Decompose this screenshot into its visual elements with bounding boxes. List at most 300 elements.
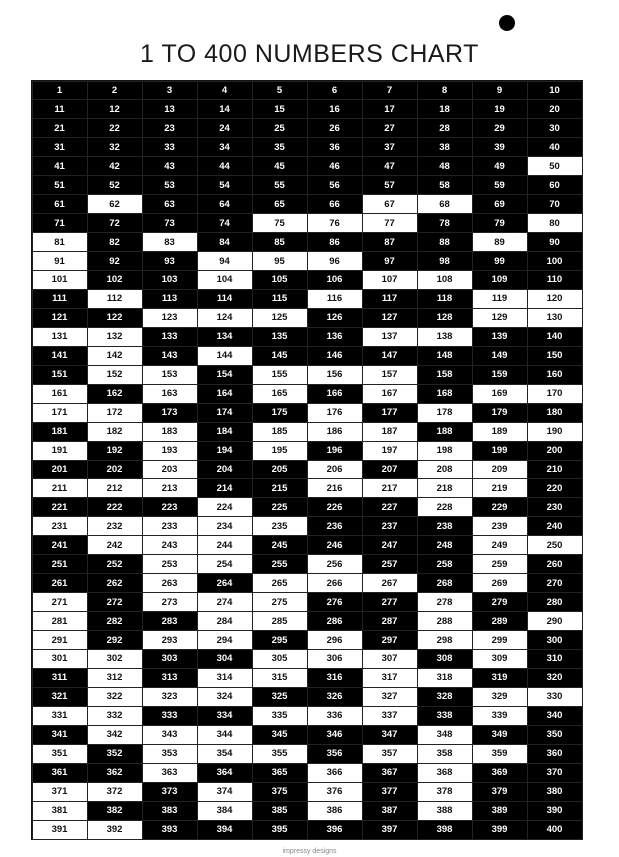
number-cell: 324 [197,687,253,707]
number-cell: 244 [197,535,253,555]
number-cell: 120 [527,289,583,309]
number-cell: 147 [362,346,418,366]
number-cell: 123 [142,308,198,328]
number-cell: 226 [307,497,363,517]
number-cell: 276 [307,592,363,612]
number-cell: 50 [527,156,583,176]
number-cell: 69 [472,194,528,214]
number-cell: 186 [307,422,363,442]
number-cell: 212 [87,478,143,498]
number-cell: 400 [527,820,583,840]
number-cell: 336 [307,706,363,726]
number-cell: 394 [197,820,253,840]
number-cell: 146 [307,346,363,366]
number-cell: 198 [417,441,473,461]
number-cell: 78 [417,213,473,233]
number-cell: 103 [142,270,198,290]
number-cell: 45 [252,156,308,176]
number-cell: 330 [527,687,583,707]
number-cell: 227 [362,497,418,517]
number-cell: 194 [197,441,253,461]
number-cell: 332 [87,706,143,726]
number-cell: 233 [142,516,198,536]
number-cell: 24 [197,118,253,138]
number-cell: 362 [87,763,143,783]
number-cell: 288 [417,611,473,631]
number-cell: 378 [417,782,473,802]
number-cell: 266 [307,573,363,593]
number-cell: 235 [252,516,308,536]
number-cell: 390 [527,801,583,821]
number-cell: 114 [197,289,253,309]
number-cell: 124 [197,308,253,328]
number-cell: 240 [527,516,583,536]
number-cell: 301 [32,649,88,669]
number-cell: 40 [527,137,583,157]
number-cell: 210 [527,460,583,480]
number-cell: 256 [307,554,363,574]
number-cell: 168 [417,384,473,404]
number-cell: 199 [472,441,528,461]
number-cell: 363 [142,763,198,783]
number-cell: 148 [417,346,473,366]
number-cell: 387 [362,801,418,821]
number-cell: 121 [32,308,88,328]
number-cell: 372 [87,782,143,802]
number-cell: 315 [252,668,308,688]
number-cell: 223 [142,497,198,517]
number-cell: 229 [472,497,528,517]
number-cell: 277 [362,592,418,612]
number-cell: 391 [32,820,88,840]
number-cell: 185 [252,422,308,442]
number-cell: 20 [527,99,583,119]
number-cell: 95 [252,251,308,271]
number-cell: 294 [197,630,253,650]
number-cell: 359 [472,744,528,764]
number-cell: 335 [252,706,308,726]
number-cell: 188 [417,422,473,442]
number-cell: 356 [307,744,363,764]
number-cell: 14 [197,99,253,119]
number-cell: 196 [307,441,363,461]
number-cell: 219 [472,478,528,498]
number-cell: 322 [87,687,143,707]
number-cell: 134 [197,327,253,347]
number-cell: 320 [527,668,583,688]
number-cell: 137 [362,327,418,347]
number-cell: 209 [472,460,528,480]
number-cell: 399 [472,820,528,840]
number-cell: 269 [472,573,528,593]
number-cell: 21 [32,118,88,138]
number-cell: 252 [87,554,143,574]
number-cell: 243 [142,535,198,555]
number-cell: 291 [32,630,88,650]
number-cell: 136 [307,327,363,347]
number-cell: 16 [307,99,363,119]
number-cell: 254 [197,554,253,574]
number-cell: 331 [32,706,88,726]
number-cell: 97 [362,251,418,271]
number-cell: 27 [362,118,418,138]
number-cell: 141 [32,346,88,366]
number-cell: 365 [252,763,308,783]
number-cell: 373 [142,782,198,802]
number-cell: 29 [472,118,528,138]
number-cell: 263 [142,573,198,593]
number-cell: 155 [252,365,308,385]
number-cell: 296 [307,630,363,650]
number-cell: 285 [252,611,308,631]
number-cell: 265 [252,573,308,593]
number-cell: 217 [362,478,418,498]
number-cell: 173 [142,403,198,423]
number-cell: 33 [142,137,198,157]
number-cell: 298 [417,630,473,650]
number-cell: 280 [527,592,583,612]
number-cell: 80 [527,213,583,233]
number-cell: 355 [252,744,308,764]
number-cell: 140 [527,327,583,347]
number-cell: 2 [87,81,143,101]
number-cell: 290 [527,611,583,631]
number-cell: 108 [417,270,473,290]
number-cell: 54 [197,175,253,195]
number-cell: 3 [142,81,198,101]
number-cell: 125 [252,308,308,328]
number-cell: 208 [417,460,473,480]
number-cell: 19 [472,99,528,119]
number-cell: 275 [252,592,308,612]
number-cell: 304 [197,649,253,669]
number-cell: 349 [472,725,528,745]
number-cell: 184 [197,422,253,442]
number-cell: 142 [87,346,143,366]
number-cell: 370 [527,763,583,783]
number-cell: 201 [32,460,88,480]
number-cell: 183 [142,422,198,442]
number-cell: 46 [307,156,363,176]
number-cell: 398 [417,820,473,840]
number-cell: 119 [472,289,528,309]
number-cell: 260 [527,554,583,574]
number-cell: 32 [87,137,143,157]
number-cell: 232 [87,516,143,536]
number-cell: 159 [472,365,528,385]
number-cell: 59 [472,175,528,195]
number-cell: 231 [32,516,88,536]
number-cell: 379 [472,782,528,802]
number-cell: 274 [197,592,253,612]
number-cell: 58 [417,175,473,195]
number-cell: 174 [197,403,253,423]
number-cell: 53 [142,175,198,195]
footer-credit: impressy designs [282,848,337,855]
number-cell: 9 [472,81,528,101]
number-cell: 162 [87,384,143,404]
number-cell: 261 [32,573,88,593]
number-cell: 368 [417,763,473,783]
number-cell: 326 [307,687,363,707]
number-cell: 116 [307,289,363,309]
number-cell: 187 [362,422,418,442]
number-cell: 352 [87,744,143,764]
number-cell: 66 [307,194,363,214]
number-cell: 389 [472,801,528,821]
number-cell: 281 [32,611,88,631]
number-cell: 350 [527,725,583,745]
number-cell: 154 [197,365,253,385]
number-cell: 132 [87,327,143,347]
number-cell: 382 [87,801,143,821]
number-cell: 37 [362,137,418,157]
number-cell: 360 [527,744,583,764]
number-cell: 251 [32,554,88,574]
number-cell: 167 [362,384,418,404]
number-cell: 170 [527,384,583,404]
number-cell: 175 [252,403,308,423]
number-cell: 30 [527,118,583,138]
number-cell: 5 [252,81,308,101]
number-cell: 203 [142,460,198,480]
number-cell: 306 [307,649,363,669]
number-cell: 17 [362,99,418,119]
number-cell: 376 [307,782,363,802]
number-cell: 295 [252,630,308,650]
number-cell: 73 [142,213,198,233]
number-cell: 348 [417,725,473,745]
number-cell: 247 [362,535,418,555]
number-cell: 334 [197,706,253,726]
number-cell: 311 [32,668,88,688]
number-cell: 250 [527,535,583,555]
number-cell: 109 [472,270,528,290]
number-cell: 65 [252,194,308,214]
number-cell: 76 [307,213,363,233]
number-cell: 383 [142,801,198,821]
number-cell: 236 [307,516,363,536]
number-cell: 214 [197,478,253,498]
number-cell: 87 [362,232,418,252]
number-cell: 237 [362,516,418,536]
number-cell: 303 [142,649,198,669]
number-cell: 143 [142,346,198,366]
number-cell: 41 [32,156,88,176]
number-cell: 55 [252,175,308,195]
number-cell: 206 [307,460,363,480]
number-cell: 286 [307,611,363,631]
number-cell: 10 [527,81,583,101]
number-cell: 264 [197,573,253,593]
number-cell: 361 [32,763,88,783]
number-cell: 200 [527,441,583,461]
number-cell: 160 [527,365,583,385]
number-cell: 369 [472,763,528,783]
number-cell: 341 [32,725,88,745]
number-cell: 111 [32,289,88,309]
number-cell: 289 [472,611,528,631]
number-cell: 225 [252,497,308,517]
number-cell: 396 [307,820,363,840]
number-cell: 253 [142,554,198,574]
number-cell: 308 [417,649,473,669]
number-cell: 176 [307,403,363,423]
number-cell: 85 [252,232,308,252]
number-cell: 340 [527,706,583,726]
number-cell: 278 [417,592,473,612]
number-cell: 34 [197,137,253,157]
number-cell: 205 [252,460,308,480]
number-cell: 343 [142,725,198,745]
number-cell: 26 [307,118,363,138]
number-cell: 28 [417,118,473,138]
number-cell: 72 [87,213,143,233]
number-cell: 39 [472,137,528,157]
number-cell: 283 [142,611,198,631]
number-cell: 4 [197,81,253,101]
page-title: 1 TO 400 NUMBERS CHART [140,40,479,68]
number-cell: 157 [362,365,418,385]
number-cell: 239 [472,516,528,536]
number-cell: 218 [417,478,473,498]
number-cell: 284 [197,611,253,631]
number-cell: 380 [527,782,583,802]
number-cell: 299 [472,630,528,650]
number-cell: 67 [362,194,418,214]
number-cell: 347 [362,725,418,745]
number-cell: 374 [197,782,253,802]
number-cell: 135 [252,327,308,347]
number-cell: 302 [87,649,143,669]
number-cell: 36 [307,137,363,157]
number-cell: 258 [417,554,473,574]
number-cell: 234 [197,516,253,536]
number-cell: 271 [32,592,88,612]
number-cell: 49 [472,156,528,176]
number-cell: 12 [87,99,143,119]
number-cell: 388 [417,801,473,821]
number-cell: 117 [362,289,418,309]
number-cell: 44 [197,156,253,176]
number-cell: 60 [527,175,583,195]
number-cell: 222 [87,497,143,517]
number-cell: 366 [307,763,363,783]
number-cell: 56 [307,175,363,195]
number-cell: 25 [252,118,308,138]
number-cell: 202 [87,460,143,480]
number-cell: 153 [142,365,198,385]
number-cell: 314 [197,668,253,688]
number-cell: 242 [87,535,143,555]
number-cell: 255 [252,554,308,574]
number-cell: 282 [87,611,143,631]
number-cell: 248 [417,535,473,555]
number-cell: 354 [197,744,253,764]
number-cell: 126 [307,308,363,328]
number-cell: 8 [417,81,473,101]
number-cell: 91 [32,251,88,271]
number-cell: 11 [32,99,88,119]
number-cell: 131 [32,327,88,347]
number-cell: 351 [32,744,88,764]
number-cell: 93 [142,251,198,271]
number-cell: 305 [252,649,308,669]
number-cell: 393 [142,820,198,840]
number-cell: 84 [197,232,253,252]
number-cell: 79 [472,213,528,233]
number-cell: 195 [252,441,308,461]
number-cell: 83 [142,232,198,252]
number-cell: 179 [472,403,528,423]
number-cell: 7 [362,81,418,101]
number-cell: 358 [417,744,473,764]
number-cell: 228 [417,497,473,517]
number-cell: 371 [32,782,88,802]
number-cell: 333 [142,706,198,726]
number-cell: 89 [472,232,528,252]
number-cell: 101 [32,270,88,290]
number-cell: 68 [417,194,473,214]
number-cell: 377 [362,782,418,802]
number-cell: 139 [472,327,528,347]
number-cell: 267 [362,573,418,593]
number-cell: 51 [32,175,88,195]
number-cell: 329 [472,687,528,707]
number-cell: 70 [527,194,583,214]
number-cell: 344 [197,725,253,745]
number-cell: 385 [252,801,308,821]
number-cell: 307 [362,649,418,669]
number-cell: 297 [362,630,418,650]
number-cell: 164 [197,384,253,404]
number-cell: 224 [197,497,253,517]
number-cell: 346 [307,725,363,745]
number-cell: 328 [417,687,473,707]
number-cell: 105 [252,270,308,290]
number-cell: 81 [32,232,88,252]
number-cell: 99 [472,251,528,271]
number-cell: 189 [472,422,528,442]
number-cell: 191 [32,441,88,461]
number-cell: 64 [197,194,253,214]
number-cell: 144 [197,346,253,366]
number-cell: 312 [87,668,143,688]
number-cell: 292 [87,630,143,650]
number-cell: 129 [472,308,528,328]
number-cell: 384 [197,801,253,821]
number-cell: 77 [362,213,418,233]
number-cell: 279 [472,592,528,612]
number-cell: 118 [417,289,473,309]
number-cell: 273 [142,592,198,612]
number-cell: 177 [362,403,418,423]
number-cell: 128 [417,308,473,328]
number-cell: 309 [472,649,528,669]
number-cell: 158 [417,365,473,385]
number-cell: 272 [87,592,143,612]
number-cell: 15 [252,99,308,119]
number-cell: 316 [307,668,363,688]
number-cell: 112 [87,289,143,309]
number-cell: 386 [307,801,363,821]
number-cell: 338 [417,706,473,726]
number-cell: 48 [417,156,473,176]
number-cell: 165 [252,384,308,404]
number-cell: 31 [32,137,88,157]
number-cell: 181 [32,422,88,442]
number-cell: 75 [252,213,308,233]
